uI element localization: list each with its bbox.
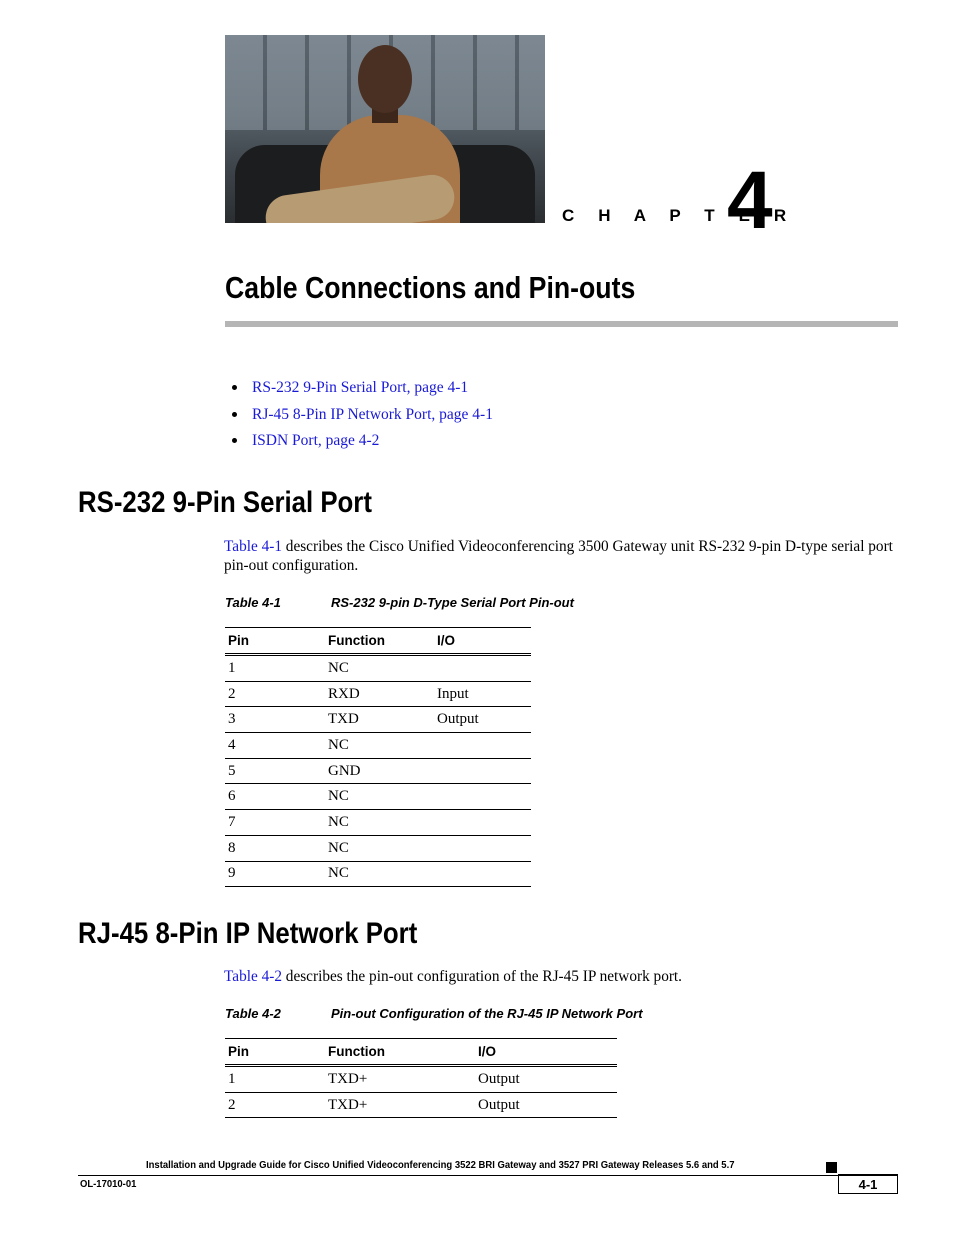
toc-item: [225, 377, 493, 404]
toc-link-isdn[interactable]: ISDN Port, page 4-2: [252, 432, 380, 449]
table-row: [225, 861, 531, 887]
footer-guide-title: Installation and Upgrade Guide for Cisco Unified Videoconferencing 3522 BRI Gateway and 3527 PRI Gateway Releases 5.6 and 5.7: [146, 1160, 735, 1171]
caption-number: Table 4-2: [225, 1006, 281, 1021]
cell-pin: 1: [225, 1066, 325, 1093]
table-4-1-link[interactable]: Table 4-1: [224, 538, 282, 555]
cell-io: [434, 810, 531, 836]
column-header: I/O: [434, 628, 531, 655]
pinout-table-rj45: [225, 1038, 617, 1118]
cell-pin: 2: [225, 1092, 325, 1118]
cell-function: GND: [325, 758, 434, 784]
cell-function: TXD: [325, 707, 434, 733]
cell-io: Input: [434, 681, 531, 707]
cell-pin: 2: [225, 681, 325, 707]
cell-function: RXD: [325, 681, 434, 707]
chapter-toc: [225, 377, 493, 457]
footer-doc-number: OL-17010-01: [80, 1179, 137, 1190]
table-4-2-link[interactable]: Table 4-2: [224, 968, 282, 985]
column-header: Function: [325, 1039, 475, 1066]
cell-function: NC: [325, 655, 434, 682]
cell-pin: 7: [225, 810, 325, 836]
cell-io: [434, 655, 531, 682]
chapter-number: 4: [727, 155, 773, 246]
section-heading-rs232: RS-232 9-Pin Serial Port: [78, 486, 372, 519]
footer-marker: [826, 1162, 837, 1173]
toc-item: [225, 430, 493, 457]
section-heading-rj45: RJ-45 8-Pin IP Network Port: [78, 917, 418, 950]
cell-pin: 1: [225, 655, 325, 682]
title-rule: [225, 321, 898, 327]
table-row: [225, 707, 531, 733]
toc-link-rj45[interactable]: RJ-45 8-Pin IP Network Port, page 4-1: [252, 405, 493, 423]
table-caption-4-1: [225, 595, 574, 610]
column-header: Function: [325, 628, 434, 655]
table-row: [225, 733, 531, 759]
table-row: [225, 1092, 617, 1118]
caption-title: RS-232 9-pin D-Type Serial Port Pin-out: [331, 595, 574, 610]
section-intro-rj45: [224, 968, 899, 987]
cell-io: [434, 861, 531, 887]
cell-function: TXD+: [325, 1066, 475, 1093]
cell-function: TXD+: [325, 1092, 475, 1118]
table-row: [225, 835, 531, 861]
intro-text: describes the pin-out configuration of the RJ-45 IP network port.: [281, 968, 683, 985]
toc-link-rs232[interactable]: RS-232 9-Pin Serial Port, page 4-1: [252, 379, 469, 396]
cell-function: NC: [325, 810, 434, 836]
cell-function: NC: [325, 861, 434, 887]
column-header: Pin: [225, 628, 325, 655]
table-row: [225, 1066, 617, 1093]
chapter-label: C H A P T E R: [562, 206, 796, 225]
toc-item: [225, 404, 493, 431]
caption-number: Table 4-1: [225, 595, 281, 610]
cell-pin: 4: [225, 733, 325, 759]
column-header: Pin: [225, 1039, 325, 1066]
table-row: [225, 655, 531, 682]
page-number: 4-1: [838, 1174, 898, 1194]
table-row: [225, 681, 531, 707]
cell-function: NC: [325, 835, 434, 861]
table-caption-4-2: [225, 1006, 643, 1021]
cell-function: NC: [325, 784, 434, 810]
table-row: [225, 758, 531, 784]
table-row: [225, 784, 531, 810]
cell-io: [434, 733, 531, 759]
chapter-title: Cable Connections and Pin-outs: [225, 270, 636, 305]
chapter-photo: [225, 35, 545, 223]
cell-pin: 3: [225, 707, 325, 733]
cell-io: Output: [434, 707, 531, 733]
intro-text: describes the Cisco Unified Videoconferencing 3500 Gateway unit RS-232 9-pin D-type serial port pin-out configuration.: [224, 538, 893, 574]
cell-pin: 6: [225, 784, 325, 810]
pinout-table-rs232: [225, 627, 531, 887]
footer-rule: [78, 1175, 838, 1176]
column-header: I/O: [475, 1039, 617, 1066]
cell-io: [434, 758, 531, 784]
table-header-row: [225, 628, 531, 655]
cell-function: NC: [325, 733, 434, 759]
table-row: [225, 810, 531, 836]
cell-pin: 9: [225, 861, 325, 887]
section-intro-rs232: [224, 538, 899, 575]
cell-io: [434, 835, 531, 861]
cell-pin: 8: [225, 835, 325, 861]
cell-pin: 5: [225, 758, 325, 784]
cell-io: Output: [475, 1092, 617, 1118]
caption-title: Pin-out Configuration of the RJ-45 IP Network Port: [331, 1006, 643, 1021]
cell-io: [434, 784, 531, 810]
table-header-row: [225, 1039, 617, 1066]
cell-io: Output: [475, 1066, 617, 1093]
